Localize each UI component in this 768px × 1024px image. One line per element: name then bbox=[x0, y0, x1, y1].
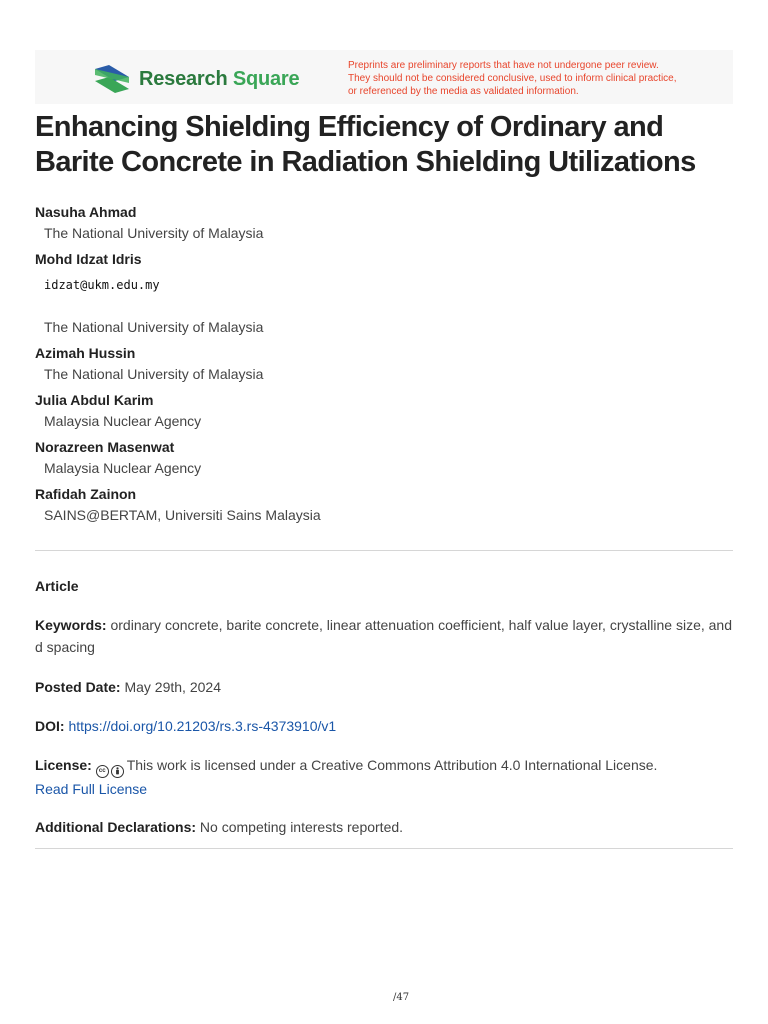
additional-declarations-value: No competing interests reported. bbox=[199, 819, 404, 835]
section-divider bbox=[35, 550, 733, 551]
license-text: This work is licensed under a Creative Commons Attribution 4.0 International License. bbox=[126, 757, 658, 773]
posted-date-label: Posted Date: bbox=[35, 679, 121, 695]
author-name: Julia Abdul Karim bbox=[35, 392, 154, 408]
author-name: Rafidah Zainon bbox=[35, 486, 137, 502]
author-affiliation: The National University of Malaysia bbox=[44, 225, 264, 241]
doi-link[interactable]: https://doi.org/10.21203/rs.3.rs-4373910/v1 bbox=[68, 718, 337, 734]
article-type-label: Article bbox=[35, 578, 79, 594]
disclaimer-line: They should not be considered conclusive, used to inform clinical practice, bbox=[348, 73, 677, 84]
additional-declarations bbox=[35, 816, 733, 838]
author-affiliation: Malaysia Nuclear Agency bbox=[44, 460, 202, 476]
doi-label: DOI: bbox=[35, 718, 65, 734]
section-divider bbox=[35, 848, 733, 849]
license bbox=[35, 754, 733, 800]
keywords bbox=[35, 614, 733, 658]
license-icons bbox=[96, 765, 124, 778]
author-name: Azimah Hussin bbox=[35, 345, 136, 361]
preprint-disclaimer bbox=[348, 59, 728, 98]
doi bbox=[35, 715, 733, 737]
license-label: License: bbox=[35, 757, 92, 773]
author-email[interactable]: idzat@ukm.edu.my bbox=[44, 278, 160, 292]
by-icon bbox=[111, 765, 124, 778]
author-affiliation: Malaysia Nuclear Agency bbox=[44, 413, 202, 429]
logo-text bbox=[139, 68, 299, 91]
additional-declarations-label: Additional Declarations: bbox=[35, 819, 197, 835]
read-full-license-link[interactable]: Read Full License bbox=[35, 780, 148, 797]
posted-date bbox=[35, 676, 733, 698]
author-list bbox=[35, 202, 735, 531]
keywords-label: Keywords: bbox=[35, 617, 107, 633]
page-number: /47 bbox=[393, 992, 410, 1003]
disclaimer-line: or referenced by the media as validated information. bbox=[348, 86, 579, 97]
cc-icon: cc bbox=[96, 765, 109, 778]
article-type bbox=[35, 575, 733, 597]
research-square-logo-icon bbox=[93, 63, 131, 95]
research-square-logo[interactable] bbox=[93, 62, 299, 96]
author-affiliation: The National University of Malaysia bbox=[44, 319, 264, 335]
logo-text-primary: Research bbox=[139, 67, 228, 90]
disclaimer-line: Preprints are preliminary reports that have not undergone peer review. bbox=[348, 60, 659, 71]
keywords-value: ordinary concrete, barite concrete, linear attenuation coefficient, half value layer, crystalline size, and d spacing bbox=[35, 617, 732, 655]
author-affiliation: The National University of Malaysia bbox=[44, 366, 264, 382]
posted-date-value: May 29th, 2024 bbox=[124, 679, 221, 695]
logo-text-secondary: Square bbox=[232, 67, 300, 90]
author-name: Mohd Idzat Idris bbox=[35, 251, 142, 267]
paper-title: Enhancing Shielding Efficiency of Ordinary and Barite Concrete in Radiation Shielding Utilizations bbox=[35, 111, 696, 178]
author-name: Norazreen Masenwat bbox=[35, 439, 175, 455]
author-affiliation: SAINS@BERTAM, Universiti Sains Malaysia bbox=[44, 507, 321, 523]
author-name: Nasuha Ahmad bbox=[35, 204, 137, 220]
